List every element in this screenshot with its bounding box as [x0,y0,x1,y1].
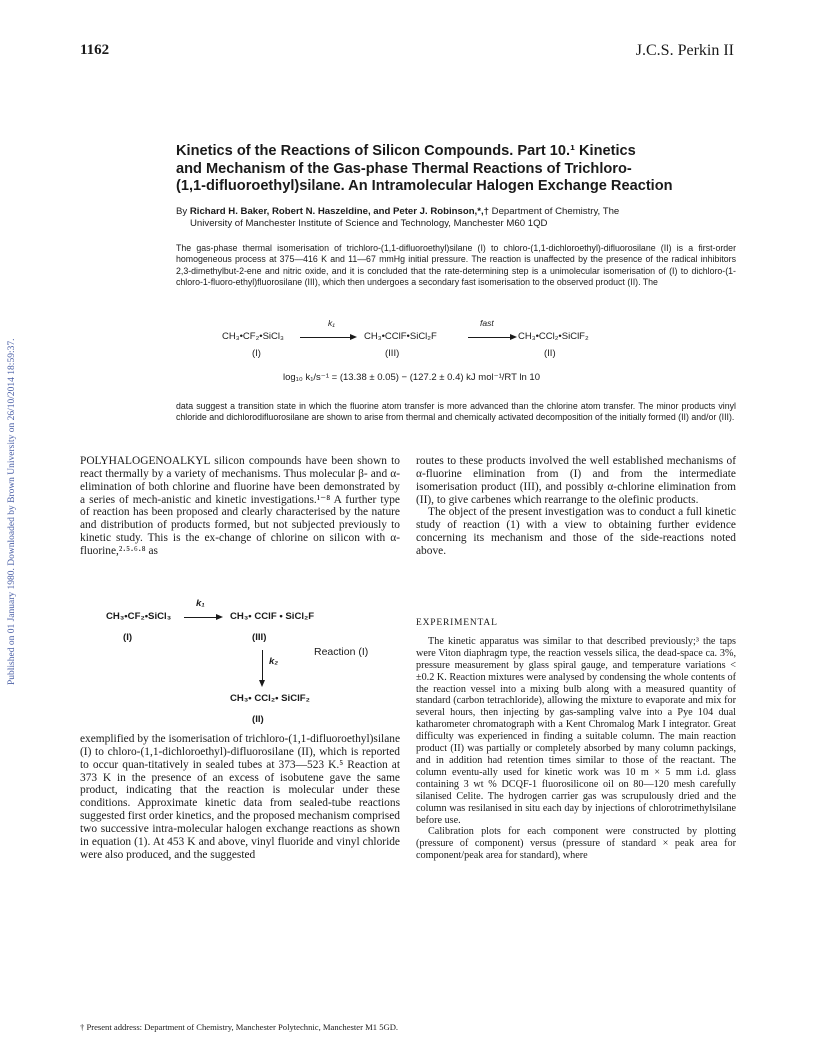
arrow-head [510,334,517,340]
product-formula: CH₃•CCl₂•SiClF₂ [518,331,589,342]
abstract-part-2: data suggest a transition state in which the fluorine atom transfer is more advanced than the chlorine atom transfer. The minor products vinyl chloride and dichlorodifluorosilane are shown to arise from thermal and chemically activated decomposition of the initially formed (II) and/or (III). [176,401,736,423]
author-block [176,206,736,230]
reactant-formula: CH₃•CF₂•SiCl₃ [106,611,172,622]
page-number: 1162 [80,42,110,58]
affiliation-line: Department of Chemistry, The [488,206,620,217]
intermediate-formula: CH₃•CClF•SiCl₂F [364,331,437,342]
right-column-intro [416,455,736,558]
arrhenius-equation: log₁₀ k₁/s⁻¹ = (13.38 ± 0.05) − (127.2 ± 0.4) kJ mol⁻¹/RT ln 10 [283,372,540,383]
author-prefix: By [176,206,190,217]
body-paragraph: The object of the present investigation was to conduct a full kinetic study of reaction (1) with a view to obtaining further evidence concerning its mechanism and those of the side-reactions noted above. [416,506,736,557]
rate-constant-label: k₁ [196,598,205,609]
compound-label: (I) [252,348,261,359]
body-paragraph: The kinetic apparatus was similar to that described previously;³ the taps were Viton diaphragm type, the reaction vessels silica, the dead-space ca. 3%, pressure measurement by glass spiral gauge, and temperature variations < ±0.2 K. Reaction mixtures were analysed by condensing the whole contents of the reaction vessel into a mixing bulb along with a measured quantity of standard (carbon tetrachloride), allowing the mixture to evaporate and mix for several hours, then injecting by gas-sampling valve into a Pye 104 dual katharometer chromatograph with a Kent Chromalog Mark I integrator. Great difficulty was experienced in finding a suitable column. The main reaction product (II) was partially or completely absorbed by many column packings, and in addition had retention times similar to those of the reactant. The column eventu-ally used for kinetic work was 10 m × 5 mm i.d. glass containing 3 wt % DCQF-1 fluorosilicone oil on 80—120 mesh carefully silanised Celite. The hydrogen carrier gas was scrupulously dried and the column was resilanised in situ each day by injections of chlorotrimethylsilane before use. [416,635,736,826]
author-footnote: † Present address: Department of Chemistry, Manchester Polytechnic, Manchester M1 5GD. [80,1022,399,1032]
author-names: Richard H. Baker, Robert N. Haszeldine, and Peter J. Robinson,*,† [189,206,489,217]
reaction-label: Reaction (I) [314,646,369,658]
reactant-formula: CH₃•CF₂•SiCl₃ [222,331,284,342]
reaction-arrow [300,337,350,338]
title-line: Kinetics of the Reactions of Silicon Compounds. Part 10.¹ Kinetics [176,143,636,159]
rate-constant-label: k₂ [269,656,278,667]
arrow-head [259,680,265,687]
compound-label: (II) [252,714,264,725]
intro-paragraph [80,455,400,558]
affiliation-line: University of Manchester Institute of Science and Technology, Manchester M60 1QD [190,218,548,229]
compound-label: (III) [252,632,267,643]
arrow-head [350,334,357,340]
experimental-section [416,618,736,862]
reaction-arrow [184,617,216,618]
body-paragraph: Calibration plots for each component were constructed by plotting (pressure of component) versus (pressure of standard × peak area for component/peak area for standard), where [416,826,736,862]
compound-label: (II) [544,348,556,359]
abstract-part-1: The gas-phase thermal isomerisation of trichloro-(1,1-difluoroethyl)silane (I) to chloro-(1,1-dichloroethyl)-difluorosilane (II) is a first-order homogeneous process at 375—416 K and 11—67 mmHg initial pressure. The reaction is unaffected by the presence of the radical inhibitors 2,3-dimethylbut-2-ene and nitric oxide, and it is concluded that the rate-determining step is a unimolecular isomerisation of (I) to dichloro-(1-chloro-1-fluoro-ethyl)fluorosilane (III), which then undergoes a secondary fast isomerisation to the observed product (II). The [176,243,736,288]
arrow-head [216,614,223,620]
title-line: and Mechanism of the Gas-phase Thermal Reactions of Trichloro- [176,160,632,177]
vertical-arrow [262,650,263,680]
reaction-arrow [468,337,510,338]
intermediate-formula: CH₃• CClF • SiCl₂F [230,611,315,622]
compound-label: (III) [385,348,400,359]
compound-label: (I) [123,632,133,643]
rate-constant-label: k₁ [328,318,335,328]
fast-step-label: fast [480,318,494,328]
body-paragraph: routes to these products involved the well established mechanisms of α-fluorine elimination from (I) and from the intermediate isomerisation product (III), and possibly α-chlorine elimination from (II), to give carbenes which rearrange to the olefinic products. [416,455,736,506]
body-paragraph: exemplified by the isomerisation of trichloro-(1,1-difluoroethyl)silane (I) to chloro-(1,1-dichloroethyl)-difluorosilane (II), which is reported to occur quan-titatively in sealed tubes at 373—523 K.⁵ Reaction at 373 K in the presence of an excess of isobutene gave the same product, indicating that the reaction is molecular under these conditions. Approximate kinetic data from sealed-tube reactions suggested first order kinetics, and the proposed mechanism comprised two successive intra-molecular halogen exchange reactions as shown in equation (1). At 453 K and above, vinyl fluoride and vinyl chloride were also produced, and the suggested [80,733,400,861]
title-line: (1,1-difluoroethyl)silane. An Intramolecular Halogen Exchange Reaction [176,178,673,194]
article-title [176,143,736,196]
section-heading: EXPERIMENTAL [416,618,498,628]
journal-name: J.C.S. Perkin II [635,42,734,59]
download-provenance-note: Published on 01 January 1980. Downloaded by Brown University on 26/10/2014 18:59:37. [7,338,17,685]
intro-text: POLYHALOGENOALKYL silicon compounds have been shown to react thermally by a variety of mechanisms. Thus molecular β- and α-elimination of both chlorine and fluorine have been demonstrated by a series of mech-anistic and kinetic investigations.¹⁻⁸ A further type of reaction has been proposed and clearly characterised by the nature and distribution of products formed, but not subjected previously to kinetic study. This is the ex-change of chlorine on silicon with α-fluorine,²·⁵·⁶·⁸ as [80,455,400,557]
product-formula: CH₃• CCl₂• SiClF₂ [230,693,310,704]
